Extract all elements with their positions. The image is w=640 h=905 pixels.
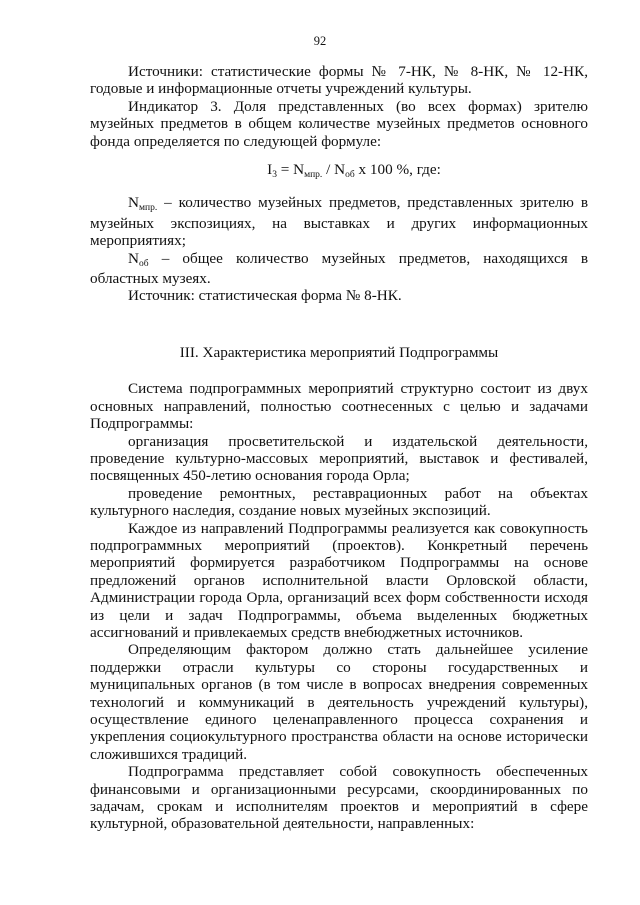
- paragraph-source-2: Источник: статистическая форма № 8-НК.: [128, 287, 402, 305]
- definition-n-mpr: [90, 194, 588, 249]
- formula-n2-subscript: об: [345, 170, 355, 181]
- paragraph-direction-2: проведение ремонтных, реставрационных работ на объектах культурного наследия, создание новых музейных экспозиций.: [90, 484, 588, 520]
- formula-n1-subscript: мпр.: [304, 170, 323, 181]
- formula: [90, 161, 588, 181]
- formula-slash: / N: [322, 161, 346, 179]
- definition-n-ob: [90, 250, 588, 288]
- formula-lhs: I: [267, 161, 273, 179]
- definition-n-ob-subscript: об: [138, 258, 149, 269]
- definition-n-ob-symbol: N: [128, 249, 139, 267]
- page-number: 92: [313, 34, 327, 48]
- paragraph-determining-factor: Определяющим фактором должно стать дальнейшее усиление поддержки отрасли культуры со стороны государственных и муниципальных органов (в том числе в вопросах внедрения современных технологий и коммуникаций в деятельность учреждений культуры), осуществление единого целенаправленного процесса сохранения и укрепления социокультурного пространства области на основе исторически сложившихся традиций.: [90, 641, 588, 763]
- section-heading: III. Характеристика мероприятий Подпрограммы: [179, 343, 499, 361]
- page-body: [90, 63, 588, 833]
- formula-lhs-subscript: 3: [272, 170, 277, 181]
- definition-n-mpr-subscript: мпр.: [138, 203, 158, 214]
- formula-eq: = N: [276, 161, 305, 179]
- paragraph-sources: Источники: статистические формы № 7-НК, № 8-НК, № 12-НК, годовые и информационные отчеты учреждений культуры.: [90, 63, 588, 98]
- paragraph-system: Система подпрограммных мероприятий структурно состоит из двух основных направлений, полностью соотнесенных с целью и задачами Подпрограммы:: [90, 380, 588, 433]
- paragraph-subprogram: Подпрограмма представляет собой совокупность обеспеченных финансовыми и организационными ресурсами, скоординированных по задачам, срокам и исполнителям проектов и мероприятий в сфере культурной, образовательной деятельности, направленных:: [90, 763, 588, 833]
- formula-tail: х 100 %, где:: [354, 161, 441, 179]
- definition-n-mpr-text: – количество музейных предметов, представленных зрителю в музейных экспозициях, на выставках и других информационных мероприятиях;: [90, 194, 588, 250]
- definition-n-mpr-symbol: N: [128, 194, 139, 212]
- paragraph-indicator-3: Индикатор 3. Доля представленных (во всех формах) зрителю музейных предметов в общем количестве музейных предметов основного фонда определяется по следующей формуле:: [90, 97, 588, 150]
- paragraph-each-direction: Каждое из направлений Подпрограммы реализуется как совокупность подпрограммных мероприятий (проектов). Конкретный перечень мероприятий формируется разработчиком Подпрограммы на основе предложений органов исполнительной власти Орловской области, Администрации города Орла, организаций всех форм собственности исходя из цели и задач Подпрограммы, объема выделенных бюджетных ассигнований и привлекаемых средств внебюджетных источников.: [90, 519, 588, 641]
- paragraph-direction-1: организация просветительской и издательской деятельности, проведение культурно-массовых мероприятий, выставок и фестивалей, посвященных 450-летию основания города Орла;: [90, 432, 588, 485]
- definition-n-ob-text: – общее количество музейных предметов, находящихся в областных музеях.: [90, 249, 588, 288]
